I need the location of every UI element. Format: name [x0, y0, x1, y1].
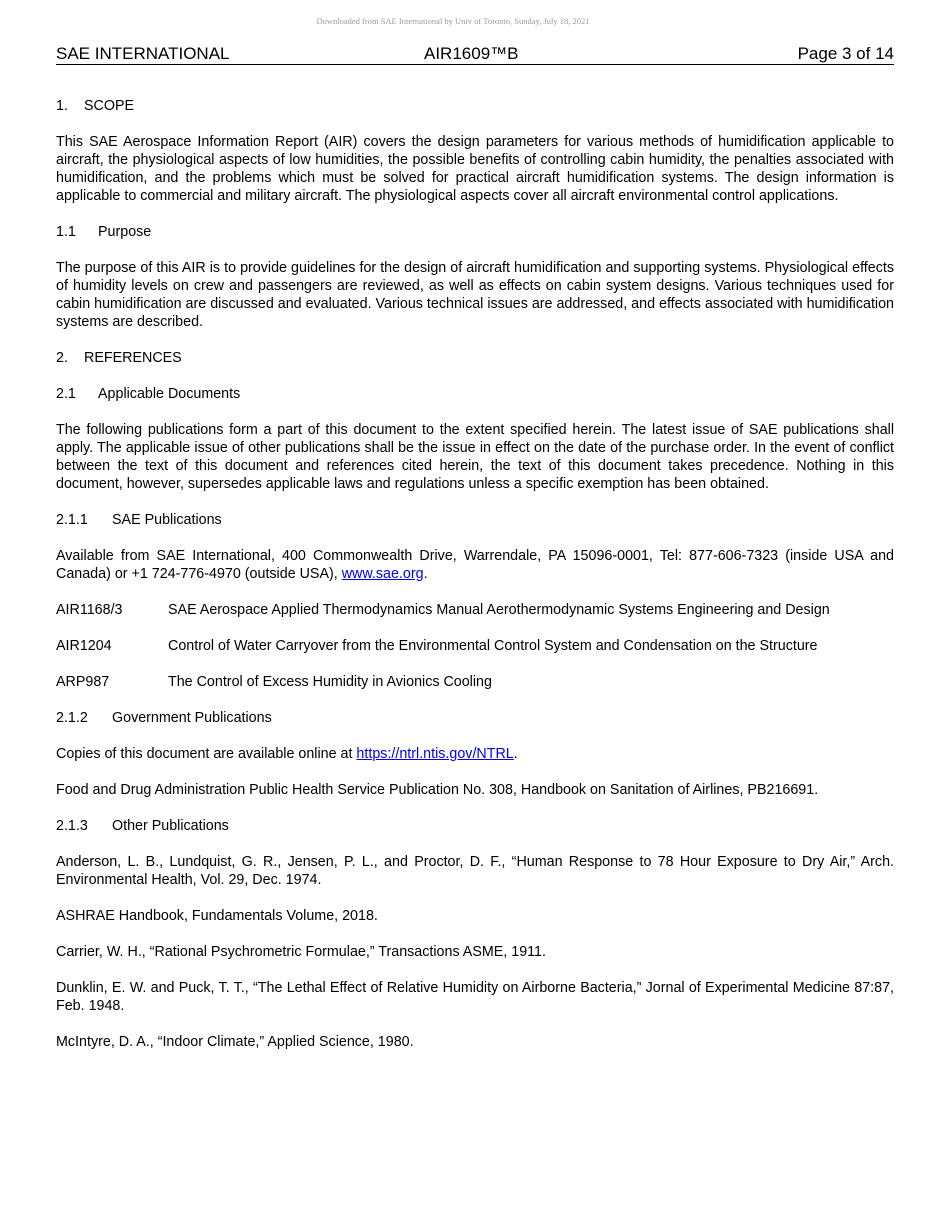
page-header: [56, 44, 894, 65]
section-heading-purpose: [56, 223, 894, 241]
other-publication-entry: ASHRAE Handbook, Fundamentals Volume, 2018.: [56, 908, 378, 924]
section-heading-scope: [56, 97, 894, 115]
section-number: 2.1: [56, 386, 76, 402]
section-heading-government-publications: [56, 709, 894, 727]
header-organization: SAE INTERNATIONAL: [56, 44, 230, 63]
section-title: Applicable Documents: [98, 386, 241, 402]
purpose-paragraph: The purpose of this AIR is to provide guidelines for the design of aircraft humidification and supporting systems. Physiological effects of humidity levels on crew and passengers are reviewed, as well as effects on cabin system designs. Various techniques used for cabin humidification are discussed and evaluated. Various technical issues are addressed, and effects associated with humidification systems are described.: [56, 260, 894, 330]
section-number: 2.1.2: [56, 710, 88, 726]
sae-availability-paragraph: [56, 547, 894, 583]
reference-entry-air1168: [56, 601, 894, 619]
reference-code: AIR1168/3: [56, 602, 123, 618]
ntis-copies-suffix: .: [513, 746, 518, 762]
download-watermark: Downloaded from SAE International by Univ of Toronto, Sunday, July 18, 2021: [316, 16, 590, 26]
header-document-number: AIR1609™B: [424, 44, 519, 63]
sae-availability-suffix: .: [423, 566, 428, 582]
header-page-number: Page 3 of 14: [797, 44, 894, 63]
section-heading-sae-publications: [56, 511, 894, 529]
reference-title: SAE Aerospace Applied Thermodynamics Manual Aerothermodynamic Systems Engineering and Design: [168, 602, 830, 618]
section-heading-applicable-documents: [56, 385, 894, 403]
section-number: 2.: [56, 350, 68, 366]
applicable-documents-paragraph: The following publications form a part of this document to the extent specified herein. The latest issue of SAE publications shall apply. The applicable issue of other publications shall be the issue in effect on the date of the purchase order. In the event of conflict between the text of this document and references cited herein, the text of this document takes precedence. Nothing in this document, however, supersedes applicable laws and regulations unless a specific exemption has been obtained.: [56, 422, 894, 492]
other-publication-entry: McIntyre, D. A., “Indoor Climate,” Applied Science, 1980.: [56, 1034, 414, 1050]
other-publication-entry: Anderson, L. B., Lundquist, G. R., Jensen, P. L., and Proctor, D. F., “Human Response to 78 Hour Exposure to Dry Air,” Arch. Environmental Health, Vol. 29, Dec. 1974.: [56, 854, 894, 888]
reference-entry-air1204: [56, 637, 894, 655]
section-title: Government Publications: [112, 710, 272, 726]
section-heading-other-publications: [56, 817, 894, 835]
reference-code: ARP987: [56, 674, 110, 690]
section-title: SCOPE: [84, 98, 135, 114]
fda-publication-entry: Food and Drug Administration Public Health Service Publication No. 308, Handbook on Sanitation of Airlines, PB216691.: [56, 782, 819, 798]
reference-title: The Control of Excess Humidity in Avionics Cooling: [168, 674, 492, 690]
ntis-link[interactable]: https://ntrl.ntis.gov/NTRL: [356, 746, 514, 762]
reference-title: Control of Water Carryover from the Environmental Control System and Condensation on the Structure: [168, 638, 818, 654]
ntis-copies-paragraph: [56, 745, 894, 763]
section-heading-references: [56, 349, 894, 367]
other-publication-entry: Carrier, W. H., “Rational Psychrometric Formulae,” Transactions ASME, 1911.: [56, 944, 546, 960]
sae-availability-text: Available from SAE International, 400 Commonwealth Drive, Warrendale, PA 15096-0001, Tel: 877-606-7323 (inside USA and Canada) or +1 724-776-4970 (outside USA),: [56, 548, 894, 582]
sae-website-link[interactable]: www.sae.org: [341, 566, 424, 582]
ntis-copies-text: Copies of this document are available online at: [56, 746, 357, 762]
section-number: 1.: [56, 98, 68, 114]
section-title: Other Publications: [112, 818, 229, 834]
section-title: REFERENCES: [84, 350, 182, 366]
section-number: 1.1: [56, 224, 76, 240]
other-publication-entry: Dunklin, E. W. and Puck, T. T., “The Lethal Effect of Relative Humidity on Airborne Bacteria,” Jornal of Experimental Medicine 87:87, Feb. 1948.: [56, 980, 894, 1014]
reference-entry-arp987: [56, 673, 894, 691]
reference-code: AIR1204: [56, 638, 112, 654]
document-body: [56, 97, 894, 1069]
section-number: 2.1.3: [56, 818, 88, 834]
section-number: 2.1.1: [56, 512, 88, 528]
scope-paragraph: This SAE Aerospace Information Report (AIR) covers the design parameters for various methods of humidification applicable to aircraft, the physiological aspects of low humidities, the possible benefits of controlling cabin humidity, the penalties associated with humidification, and the problems which must be solved for practical aircraft humidification systems. The design information is applicable to commercial and military aircraft. The physiological aspects cover all aircraft environmental control applications.: [56, 134, 894, 204]
section-title: Purpose: [98, 224, 152, 240]
section-title: SAE Publications: [112, 512, 222, 528]
